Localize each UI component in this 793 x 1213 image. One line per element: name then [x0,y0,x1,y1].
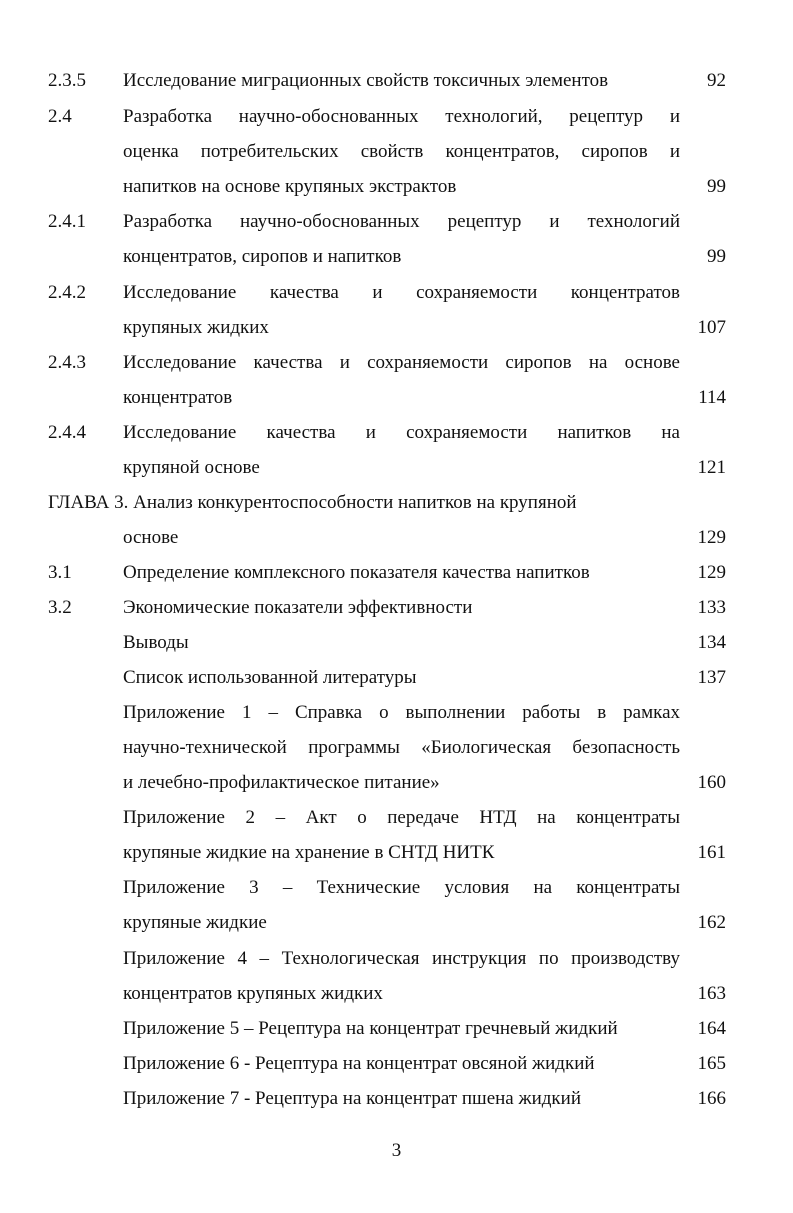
toc-entry-text: напитков на основе крупяных экстрактов [123,176,457,197]
toc-page-ref: 107 [697,317,726,338]
toc-page-ref: 162 [697,912,726,933]
toc-number: 2.4.2 [48,282,86,303]
toc-chapter-heading: ГЛАВА 3. Анализ конкурентоспособности напитков на крупяной [48,492,577,513]
toc-number: 2.4 [48,106,72,127]
toc-page-ref: 121 [697,457,726,478]
toc-entry-text: научно-технической программы «Биологическая безопасность [123,737,680,758]
toc-entry-text: концентратов крупяных жидких [123,983,383,1004]
toc-page-ref: 99 [707,176,726,197]
toc-entry-text: крупяные жидкие [123,912,267,933]
toc-entry-text: концентратов, сиропов и напитков [123,246,402,267]
toc-page-ref: 129 [697,527,726,548]
toc-entry-text: концентратов [123,387,233,408]
toc-page-ref: 160 [697,772,726,793]
toc-page-ref: 161 [697,842,726,863]
toc-entry-text: Исследование миграционных свойств токсичных элементов [123,70,609,91]
toc-page-ref: 165 [697,1053,726,1074]
toc-entry-text: крупяные жидкие на хранение в СНТД НИТК [123,842,495,863]
toc-entry-text: Разработка научно-обоснованных рецептур и технологий [123,211,680,232]
toc-entry-text: Список использованной литературы [123,667,417,688]
toc-entry-text: Приложение 4 – Технологическая инструкция по производству [123,948,680,969]
toc-entry-text: Выводы [123,632,189,653]
toc-entry-text: Исследование качества и сохраняемости концентратов [123,282,680,303]
toc-entry-text: Приложение 5 – Рецептура на концентрат гречневый жидкий [123,1018,618,1039]
toc-page-ref: 166 [697,1088,726,1109]
toc-entry-text: Определение комплексного показателя качества напитков [123,562,590,583]
toc-page-ref: 92 [707,70,726,91]
toc-number: 3.1 [48,562,72,583]
toc-entry-text: и лечебно-профилактическое питание» [123,772,440,793]
toc-page-ref: 99 [707,246,726,267]
toc-number: 2.3.5 [48,70,86,91]
toc-entry-text: Приложение 2 – Акт о передаче НТД на концентраты [123,807,680,828]
toc-entry-text: Приложение 3 – Технические условия на концентраты [123,877,680,898]
toc-number: 2.4.4 [48,422,86,443]
toc-entry-text: крупяной основе [123,457,260,478]
toc-entry-text: Исследование качества и сохраняемости сиропов на основе [123,352,680,373]
toc-page-ref: 134 [697,632,726,653]
toc-entry-text: Приложение 6 - Рецептура на концентрат овсяной жидкий [123,1053,595,1074]
toc-number: 3.2 [48,597,72,618]
toc-page-ref: 129 [697,562,726,583]
toc-page-ref: 163 [697,983,726,1004]
toc-page-ref: 137 [697,667,726,688]
toc-number: 2.4.1 [48,211,86,232]
toc-entry-text: Приложение 7 - Рецептура на концентрат пшена жидкий [123,1088,582,1109]
toc-page-ref: 133 [697,597,726,618]
page-number: 3 [391,1140,402,1161]
toc-entry-text: Исследование качества и сохраняемости напитков на [123,422,680,443]
toc-number: 2.4.3 [48,352,86,373]
toc-entry-text: Приложение 1 – Справка о выполнении работы в рамках [123,702,680,723]
toc-entry-text: Разработка научно-обоснованных технологий, рецептур и [123,106,680,127]
toc-entry-text: крупяных жидких [123,317,269,338]
toc-entry-text: оценка потребительских свойств концентратов, сиропов и [123,141,680,162]
toc-page-ref: 114 [698,387,726,408]
toc-entry-text: основе [123,527,179,548]
toc-entry-text: Экономические показатели эффективности [123,597,473,618]
toc-page-ref: 164 [697,1018,726,1039]
